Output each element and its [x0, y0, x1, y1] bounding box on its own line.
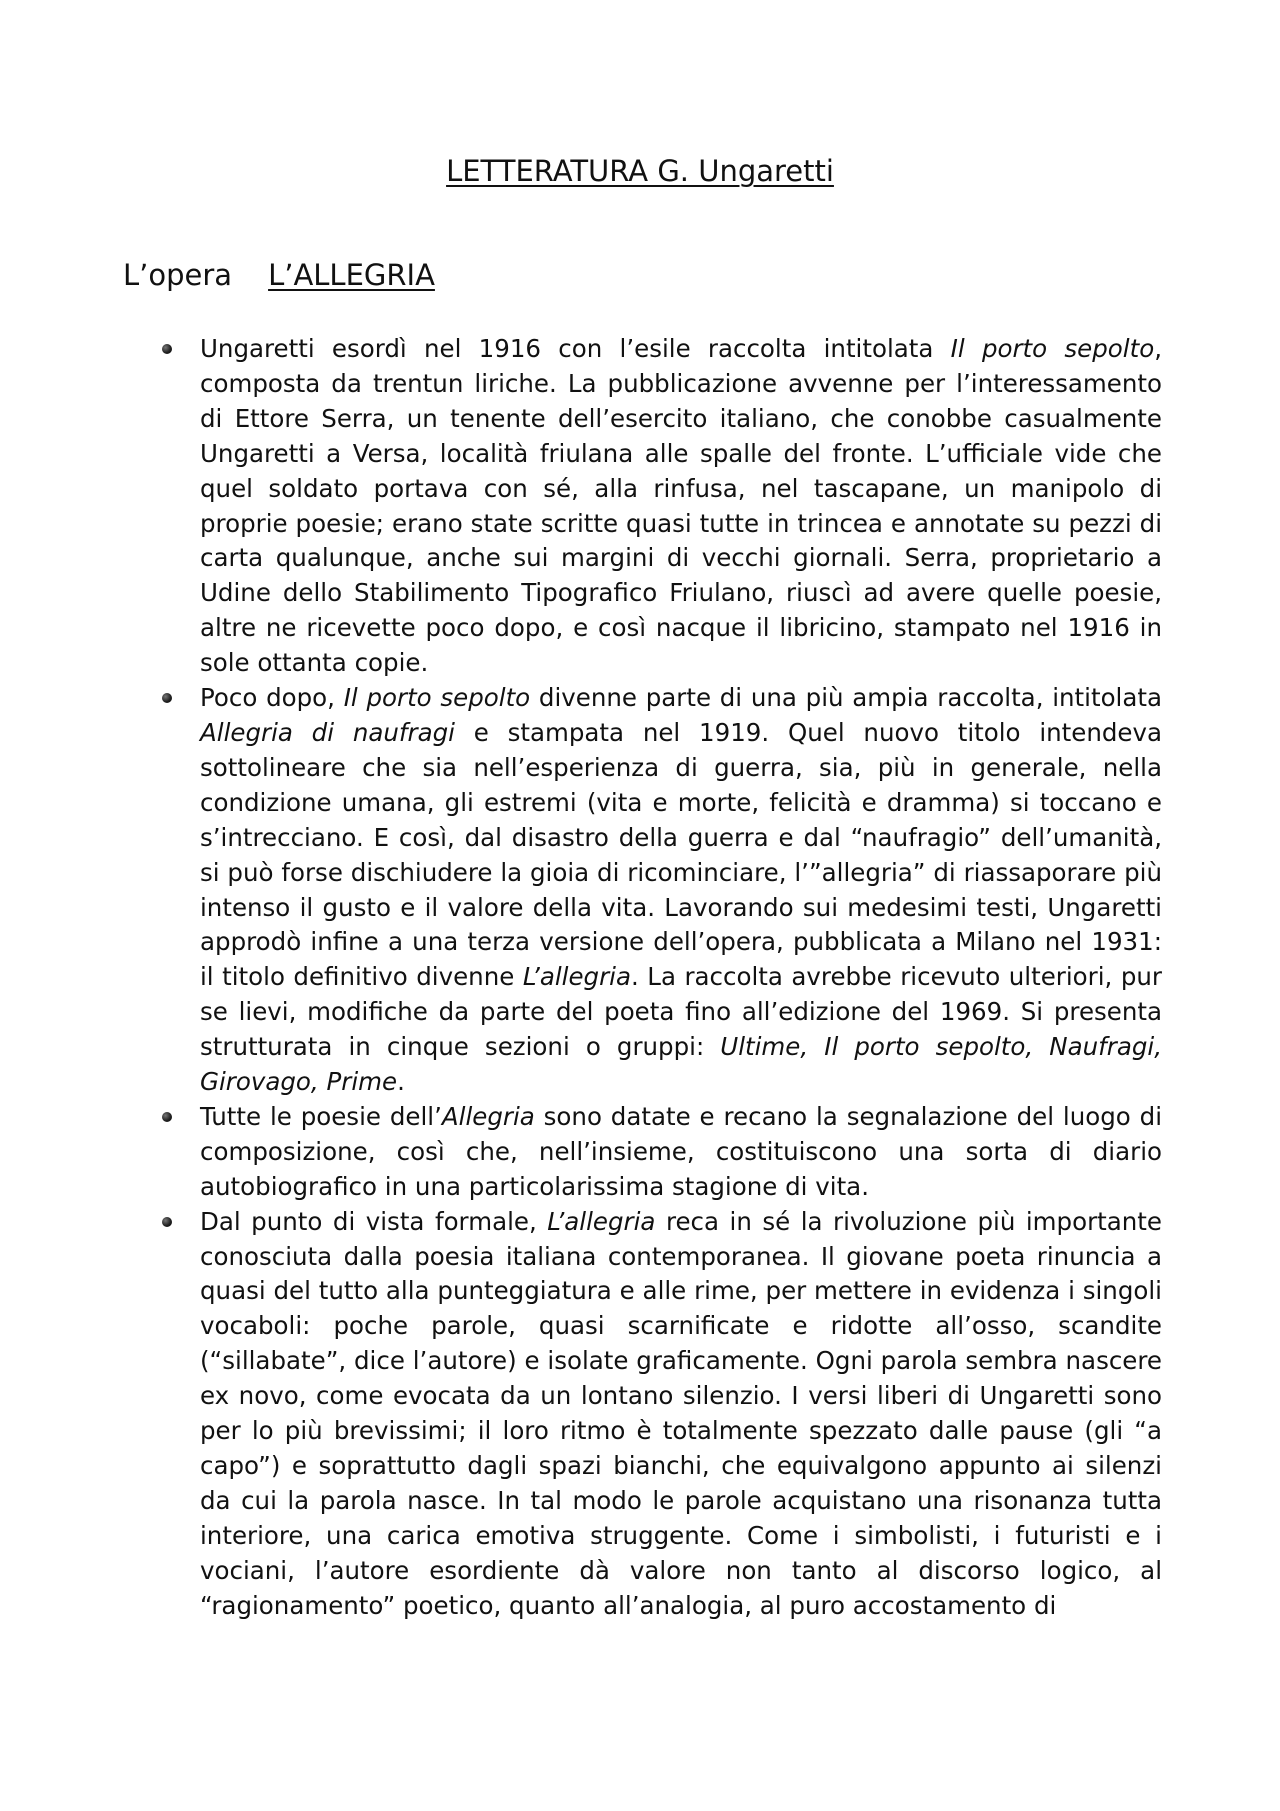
section-heading [123, 256, 435, 294]
bullet-icon [162, 693, 172, 703]
text-segment: Ungaretti esordì nel 1916 con l’esile raccolta intitolata [200, 334, 951, 363]
text-segment: . [397, 1067, 405, 1097]
paragraph-text [200, 1102, 1162, 1201]
work-title: L’ALLEGRIA [268, 258, 435, 292]
text-segment: reca in sé la rivoluzione più importante conosciuta dalla poesia italiana contemporanea. Il giovane poeta rinuncia a quasi del tutto alla punteggiatura e alle rime, per mettere in evidenza i singoli vocaboli: poche parole, quasi scarnificate e ridotte all’osso, scandite (“sillabate”, dice l’autore) e isolate graficamente. Ogni parola sembra nascere ex novo, come evocata da un lontano silenzio. I versi liberi di Ungaretti sono per lo più brevissimi; il loro ritmo è totalmente spezzato dalle pause (gli “a capo”) e soprattutto dagli spazi bianchi, che equivalgono appunto ai silenzi da cui la parola nasce. In tal modo le parole acquistano una risonanza tutta interiore, una carica emotiva struggente. Come i simbolisti, i futuristi e i vociani, l’autore esordiente dà valore non tanto al discorso logico, al “ragionamento” poetico, quanto all’analogia, al puro accostamento di [200, 1206, 1162, 1620]
text-segment: Poco dopo, [200, 683, 344, 713]
text-segment: Tutte le poesie dell’ [200, 1101, 442, 1131]
list-item [200, 332, 1162, 681]
bullet-list [200, 332, 1162, 1624]
text-segment: , composta da trentun liriche. La pubblicazione avvenne per l’interessamento di Ettore Serra, un tenente dell’esercito italiano, che conobbe casualmente Ungaretti a Versa, località friulana alle spalle del fronte. L’ufficiale vide che quel soldato portava con sé, alla rinfusa, nel tascapane, un manipolo di proprie poesie; erano state scritte quasi tutte in trincea e annotate su pezzi di carta qualunque, anche sui margini di vecchi giornali. Serra, proprietario a Udine dello Stabilimento Tipografico Friulano, riuscì ad avere quelle poesie, altre ne ricevette poco dopo, e così nacque il libricino, stampato nel 1916 in sole ottanta copie. [200, 334, 1162, 678]
bullet-icon [162, 1217, 172, 1227]
italic-text-segment: Ultime, Il porto sepolto, Naufragi, Girovago, Prime [200, 1032, 1162, 1097]
text-segment: . La raccolta avrebbe ricevuto ulteriori, pur se lievi, modifiche da parte del poeta fino all’edizione del 1969. Si presenta strutturata in cinque sezioni o gruppi: [200, 962, 1162, 1062]
italic-text-segment: Il porto sepolto [950, 334, 1155, 363]
text-segment: sono datate e recano la segnalazione del luogo di composizione, così che, nell’insieme, costituiscono una sorta di diario autobiografico in una particolarissima stagione di vita. [200, 1101, 1162, 1201]
bullet-icon [162, 1112, 172, 1122]
list-item [200, 681, 1162, 1100]
text-segment: divenne parte di una più ampia raccolta, intitolata [530, 683, 1162, 713]
paragraph-text [200, 1207, 1162, 1620]
list-item [200, 1100, 1162, 1205]
italic-text-segment: Allegria [441, 1101, 535, 1131]
document-title: LETTERATURA G. Ungaretti [446, 154, 834, 188]
paragraph-text [200, 683, 1162, 1096]
italic-text-segment: L’allegria [547, 1206, 656, 1236]
section-label: L’opera [123, 258, 233, 292]
italic-text-segment: Allegria di naufragi [200, 717, 455, 747]
paragraph-text [200, 334, 1162, 677]
bullet-icon [162, 344, 172, 354]
italic-text-segment: L’allegria [522, 962, 631, 992]
text-segment: e stampata nel 1919. Quel nuovo titolo intendeva sottolineare che sia nell’esperienza di guerra, sia, più in generale, nella condizione umana, gli estremi (vita e morte, felicità e dramma) si toccano e s’intrecciano. E così, dal disastro della guerra e dal “naufragio” dell’umanità, si può forse dischiudere la gioia di ricominciare, l’”allegria” di riassaporare più intenso il gusto e il valore della vita. Lavorando sui medesimi testi, Ungaretti approdò infine a una terza versione dell’opera, pubblicata a Milano nel 1931: il titolo definitivo divenne [200, 717, 1162, 992]
text-segment: Dal punto di vista formale, [200, 1206, 548, 1236]
italic-text-segment: Il porto sepolto [343, 683, 531, 713]
list-item [200, 1205, 1162, 1624]
